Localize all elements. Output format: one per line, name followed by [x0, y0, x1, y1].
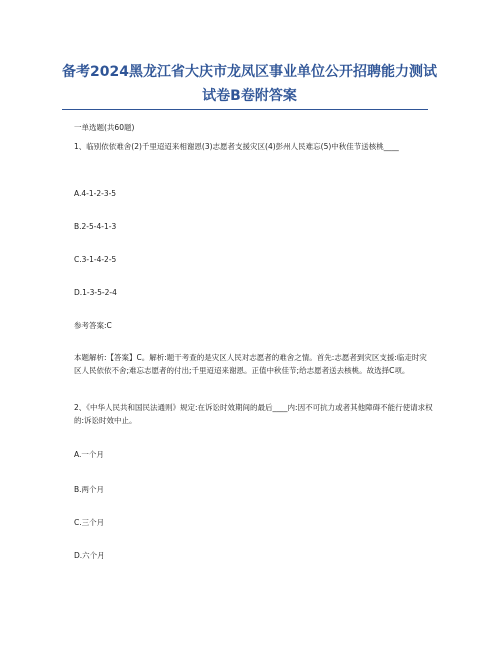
section-heading: 一单选题(共60题) — [74, 123, 135, 132]
question-1-option-c: C.3-1-4-2-5 — [74, 255, 117, 264]
question-1-answer: 参考答案:C — [74, 321, 112, 330]
question-1-option-b: B.2-5-4-1-3 — [74, 222, 117, 231]
document-title: 备考2024黑龙江省大庆市龙凤区事业单位公开招聘能力测试试卷B卷附答案 — [62, 64, 437, 104]
question-2-stem: 2、《中华人民共和国民法通则》规定:在诉讼时效期间的最后____内:因不可抗力或者其他障碍不能行使请求权的:诉讼时效中止。 — [74, 403, 433, 425]
question-1-stem: 1、临别依依难舍(2)千里迢迢来相谢恩(3)志愿者支援灾区(4)彭州人民难忘(5)中秋佳节送核桃____ — [74, 142, 399, 151]
question-2-option-a: A.一个月 — [74, 450, 104, 459]
question-1-analysis: 本题解析:【答案】C。解析:题干考查的是灾区人民对志愿者的难舍之情。首先:志愿者到灾区支援:临走时灾区人民依依不舍;难忘志愿者的付出;千里迢迢来谢恩。正值中秋佳节;给志愿者送去核桃。故选择C项。 — [74, 353, 427, 375]
question-1-option-a: A.4-1-2-3-5 — [74, 189, 117, 198]
question-2-option-d: D.六个月 — [74, 551, 105, 560]
question-2-option-b: B.两个月 — [74, 485, 105, 494]
title-divider — [62, 109, 428, 110]
question-2-option-c: C.三个月 — [74, 518, 105, 527]
question-1-option-d: D.1-3-5-2-4 — [74, 288, 117, 297]
